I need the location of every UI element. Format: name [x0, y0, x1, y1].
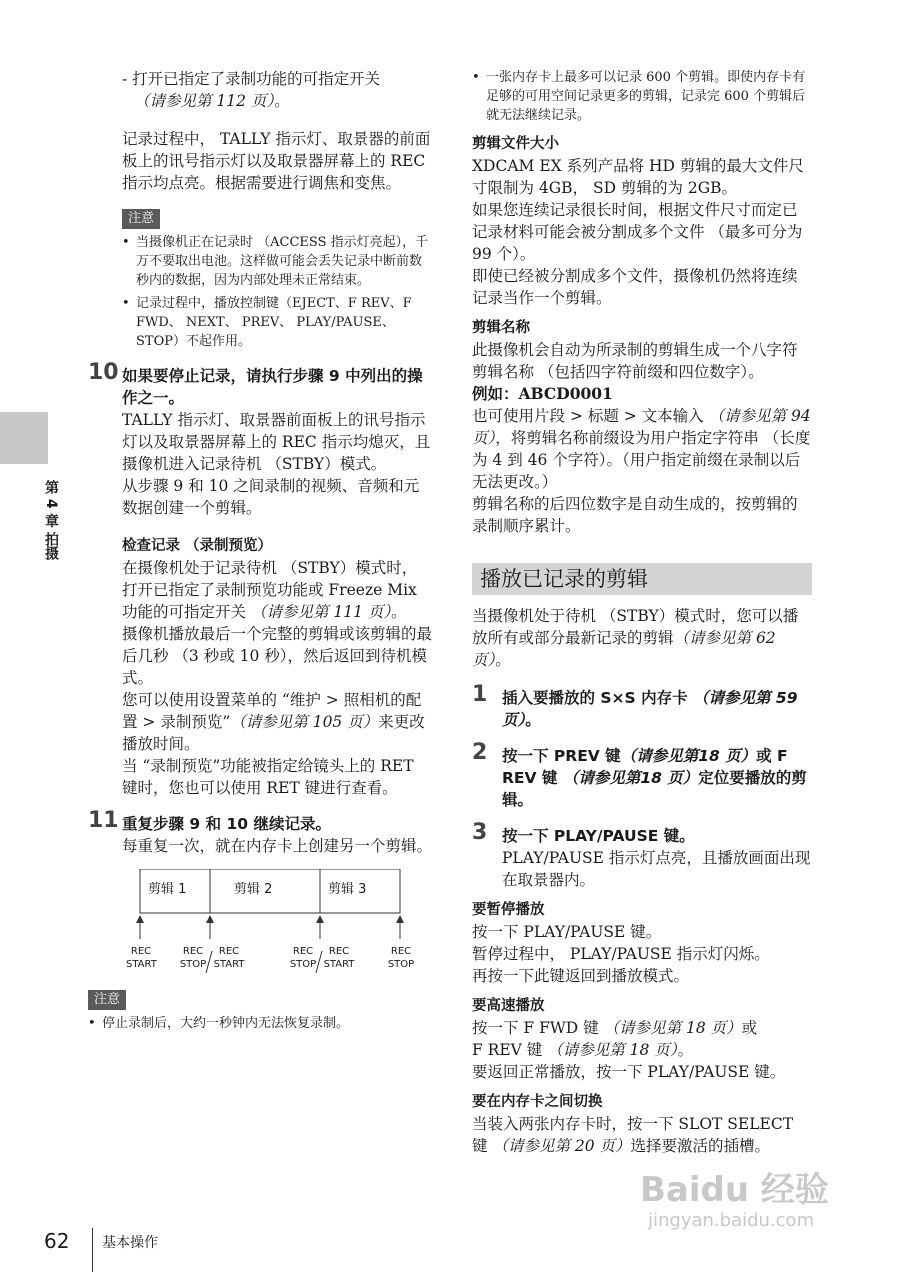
note-bullet: • 记录过程中，播放控制键（EJECT、F REV、F FWD、 NEXT、 PREV、 PLAY/PAUSE、STOP）不起作用。 — [122, 294, 432, 351]
step-number: 2 — [472, 740, 488, 765]
paragraph: 如果您连续记录很长时间，根据文件尺寸而定已记录材料可能会被分割成多个文件 （最多可分为 99 个）。 — [472, 201, 803, 263]
marker-rec-start: REC START — [323, 946, 355, 970]
paragraph: 暂停过程中， PLAY/PAUSE 指示灯闪烁。 — [472, 945, 770, 963]
paragraph: 按一下 F FWD 键 （请参见第 18 页）或 — [472, 1019, 758, 1037]
note-label: 注意 — [88, 990, 126, 1010]
note-bullet: • 停止录制后，大约一秒钟内无法恢复录制。 — [88, 1014, 432, 1033]
page-ref: （请参见第 94 页） — [472, 407, 811, 447]
paragraph: XDCAM EX 系列产品将 HD 剪辑的最大文件尺寸限制为 4GB， SD 剪辑的为 2GB。 — [472, 157, 804, 197]
page-footer — [44, 1230, 444, 1270]
note-label: 注意 — [122, 209, 160, 229]
step-number: 10 — [88, 360, 119, 385]
page-ref: （请参见第 105 页） — [230, 713, 379, 731]
paragraph: 按一下 PLAY/PAUSE 键。 — [472, 923, 662, 941]
paragraph: 再按一下此键返回到播放模式。 — [472, 967, 690, 985]
page-ref: （请参见第 59 页） — [502, 689, 798, 729]
page-ref: （请参见第18 页） — [562, 769, 699, 787]
paragraph: F REV 键 （请参见第 18 页）。 — [472, 1041, 694, 1059]
paragraph: 即使已经被分割成多个文件，摄像机仍然将连续记录当作一个剪辑。 — [472, 267, 798, 307]
subheading: 剪辑文件大小 — [472, 136, 559, 152]
step-number: 1 — [472, 682, 488, 707]
chapter-side-tab — [0, 412, 48, 464]
page-ref: （请参见第 112 页） — [134, 92, 275, 110]
page-ref: （请参见第 18 页） — [603, 1019, 742, 1037]
paragraph: 在摄像机处于记录待机 （STBY）模式时，打开已指定了录制预览功能或 Freeze Mix 功能的可指定开关 （请参见第 111 页）。 — [122, 559, 418, 621]
subheading: 检查记录 （录制预览） — [122, 538, 273, 554]
step-title: 按一下 PLAY/PAUSE 键。 — [502, 827, 695, 845]
paragraph: 您可以使用设置菜单的 “维护 > 照相机的配置 > 录制预览”（请参见第 105 页）来更改播放时间。 — [122, 691, 425, 753]
footer-label: 基本操作 — [102, 1235, 158, 1251]
clip-label: 剪辑 3 — [328, 882, 367, 897]
marker-rec-stop: REC STOP — [387, 946, 415, 970]
step-3 — [472, 820, 812, 891]
step-title: 按一下 PREV 键（请参见第18 页）或 F REV 键 （请参见第18 页）定位要播放的剪辑。 — [502, 747, 807, 809]
right-column — [472, 68, 812, 1157]
marker-rec-stop: REC STOP — [289, 946, 317, 970]
clip-label: 剪辑 1 — [148, 882, 187, 897]
step-title: 插入要播放的 S×S 内存卡 （请参见第 59 页）。 — [502, 689, 798, 729]
step-11 — [88, 808, 433, 857]
marker-rec-stop: REC STOP — [179, 946, 207, 970]
left-column — [88, 68, 433, 1033]
page-ref: （请参见第 111 页） — [250, 603, 392, 621]
step-number: 11 — [88, 808, 119, 833]
page-ref: （请参见第 62 页） — [472, 629, 776, 669]
paragraph: 也可使用片段 > 标题 > 文本输入 （请参见第 94 页），将剪辑名称前缀设为用户指定字符串 （长度为 4 到 46 个字符）。（用户指定前缀在录制以后无法更改。） — [472, 407, 811, 491]
step-10 — [88, 360, 432, 519]
step-text: TALLY 指示灯、取景器前面板上的讯号指示灯以及取景器屏幕上的 REC 指示均熄灭，且摄像机进入记录待机 （STBY）模式。 — [122, 411, 431, 473]
marker-rec-start: REC START — [126, 946, 157, 970]
note-bullet: • 当摄像机正在记录时 （ACCESS 指示灯亮起），千万不要取出电池。这样做可能会丢失记录中断前数秒内的数据，因为内部处理未正常结束。 — [122, 233, 432, 290]
dash-item: - 打开已指定了录制功能的可指定开关 （请参见第 112 页）。 — [122, 70, 381, 110]
paragraph: 当 “录制预览”功能被指定给镜头上的 RET 键时，您也可以使用 RET 键进行查看。 — [122, 757, 414, 797]
step-title: 如果要停止记录，请执行步骤 9 中列出的操作之一。 — [122, 367, 423, 407]
clip-diagram — [122, 869, 422, 979]
paragraph: 摄像机播放最后一个完整的剪辑或该剪辑的最后几秒 （3 秒或 10 秒），然后返回到待机模式。 — [122, 625, 433, 687]
step-1 — [472, 682, 812, 731]
paragraph: 当摄像机处于待机 （STBY）模式时，您可以播放所有或部分最新记录的剪辑（请参见第 62 页）。 — [472, 607, 799, 669]
paragraph: 此摄像机会自动为所录制的剪辑生成一个八字符剪辑名称 （包括四字符前缀和四位数字）。 — [472, 341, 798, 381]
paragraph: 剪辑名称的后四位数字是自动生成的，按剪辑的录制顺序累计。 — [472, 495, 798, 535]
baidu-watermark — [640, 1170, 829, 1232]
page-ref: （请参见第 18 页） — [547, 1041, 678, 1059]
paragraph: 要返回正常播放，按一下 PLAY/PAUSE 键。 — [472, 1063, 786, 1081]
watermark-url: jingyan.baidu.com — [648, 1210, 815, 1231]
chapter-side-label: 第 4 章 拍摄 — [43, 480, 59, 561]
page-ref: （请参见第18 页） — [620, 747, 757, 765]
marker-rec-start: REC START — [213, 946, 245, 970]
step-text: 每重复一次，就在内存卡上创建另一个剪辑。 — [122, 837, 433, 855]
note-bullet: • 一张内存卡上最多可以记录 600 个剪辑。即使内存卡有足够的可用空间记录更多的剪辑，记录完 600 个剪辑后就无法继续记录。 — [472, 68, 812, 125]
step-title: 重复步骤 9 和 10 继续记录。 — [122, 815, 331, 833]
footer-divider — [92, 1228, 93, 1272]
section-heading: 播放已记录的剪辑 — [472, 563, 812, 595]
page-number: 62 — [44, 1229, 70, 1253]
step-2 — [472, 740, 812, 811]
watermark-logo-text: Baidu 经验 — [640, 1170, 829, 1210]
subheading: 剪辑名称 — [472, 320, 530, 336]
note-block — [122, 206, 432, 351]
step-text: PLAY/PAUSE 指示灯点亮，且播放画面出现在取景器内。 — [502, 849, 811, 889]
page-ref: （请参见第 20 页） — [492, 1137, 631, 1155]
paragraph: 记录过程中， TALLY 指示灯、取景器的前面板上的讯号指示灯以及取景器屏幕上的 REC 指示均点亮。根据需要进行调焦和变焦。 — [122, 130, 431, 192]
subheading: 要暂停播放 — [472, 902, 545, 918]
subheading: 要高速播放 — [472, 998, 545, 1014]
paragraph: 当装入两张内存卡时，按一下 SLOT SELECT 键 （请参见第 20 页）选择要激活的插槽。 — [472, 1115, 794, 1155]
subheading: 要在内存卡之间切换 — [472, 1094, 603, 1110]
example-line: 例如：ABCD0001 — [472, 384, 613, 403]
step-text: 从步骤 9 和 10 之间录制的视频、音频和元数据创建一个剪辑。 — [122, 477, 420, 517]
step-number: 3 — [472, 820, 488, 845]
note-block — [88, 987, 432, 1033]
clip-label: 剪辑 2 — [234, 882, 273, 897]
